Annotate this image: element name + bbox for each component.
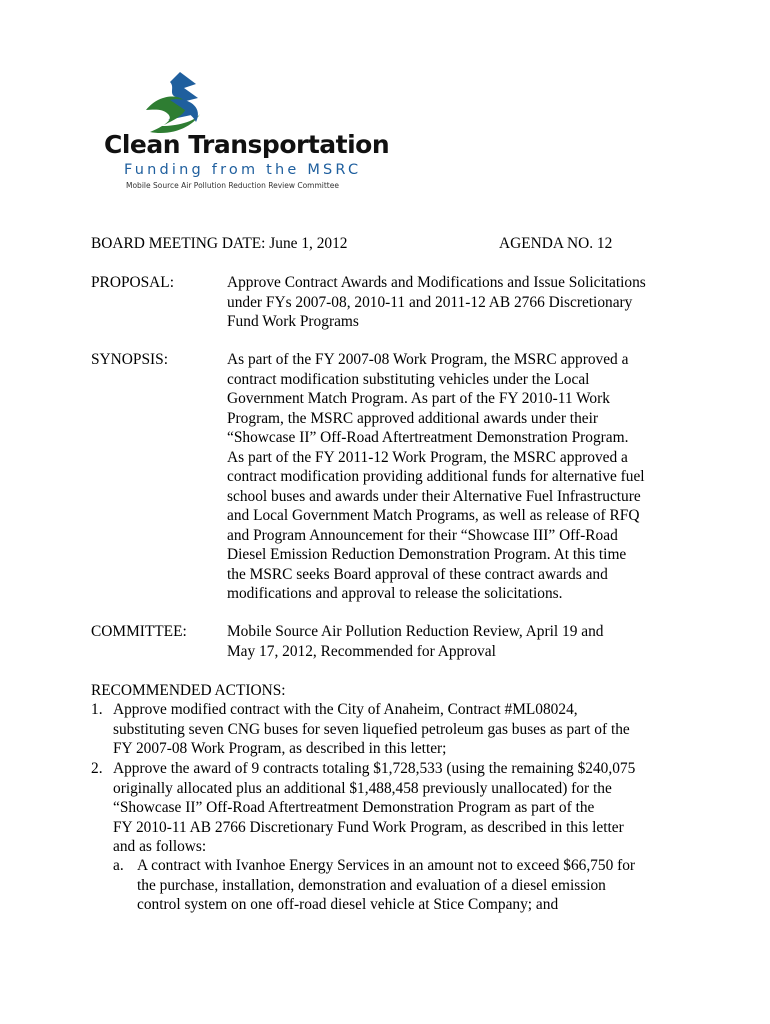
proposal-text <box>227 273 646 332</box>
synopsis-line: As part of the FY 2007-08 Work Program, the MSRC approved a <box>227 351 629 368</box>
synopsis-line: the MSRC seeks Board approval of these contract awards and <box>227 565 608 583</box>
action-line: the purchase, installation, demonstration and evaluation of a diesel emission <box>137 876 606 894</box>
list-number: 1. <box>91 701 103 718</box>
meeting-date: BOARD MEETING DATE: June 1, 2012 <box>91 235 348 252</box>
committee-line: May 17, 2012, Recommended for Approval <box>227 642 496 660</box>
list-number: 2. <box>91 760 103 777</box>
action-line: A contract with Ivanhoe Energy Services in an amount not to exceed $66,750 for <box>137 857 636 874</box>
synopsis-line: As part of the FY 2011-12 Work Program, the MSRC approved a <box>227 448 628 466</box>
action-line: substituting seven CNG buses for seven liquefied petroleum gas buses as part of the <box>113 720 630 738</box>
proposal-line: under FYs 2007-08, 2010-11 and 2011-12 AB 2766 Discretionary <box>227 293 633 311</box>
proposal-label: PROPOSAL: <box>91 274 174 291</box>
action-line: Approve modified contract with the City of Anaheim, Contract #ML08024, <box>113 701 578 718</box>
action-line: originally allocated plus an additional $1,488,458 previously unallocated) for the <box>113 779 612 797</box>
action-line: “Showcase II” Off-Road Aftertreatment Demonstration Program as part of the <box>113 799 595 816</box>
committee-text <box>227 622 603 661</box>
synopsis-line: and Program Announcement for their “Showcase III” Off-Road <box>227 526 618 544</box>
synopsis-line: modifications and approval to release the solicitations. <box>227 585 563 602</box>
synopsis-line: contract modification substituting vehicles under the Local <box>227 370 590 388</box>
synopsis-text <box>227 350 645 604</box>
proposal-line: Fund Work Programs <box>227 313 359 330</box>
synopsis-line: “Showcase II” Off-Road Aftertreatment Demonstration Program. <box>227 429 629 446</box>
synopsis-line: Government Match Program. As part of the FY 2010-11 Work <box>227 390 610 407</box>
proposal-line: Approve Contract Awards and Modifications and Issue Solicitations <box>227 274 646 291</box>
agenda-number: AGENDA NO. 12 <box>499 235 613 252</box>
action-item-2a <box>137 856 635 915</box>
action-line: FY 2007-08 Work Program, as described in this letter; <box>113 740 447 757</box>
action-line: control system on one off-road diesel vehicle at Stice Company; and <box>137 896 559 913</box>
action-item-1 <box>113 700 630 759</box>
committee-line: Mobile Source Air Pollution Reduction Review, April 19 and <box>227 623 604 640</box>
synopsis-line: school buses and awards under their Alternative Fuel Infrastructure <box>227 487 641 505</box>
committee-label: COMMITTEE: <box>91 623 187 640</box>
action-item-2 <box>113 759 635 857</box>
synopsis-line: contract modification providing additional funds for alternative fuel <box>227 468 645 485</box>
logo-title: Clean Transportation <box>104 130 390 159</box>
action-line: and as follows: <box>113 838 207 855</box>
action-line: FY 2010-11 AB 2766 Discretionary Fund Work Program, as described in this letter <box>113 818 624 836</box>
logo-subtitle: Funding from the MSRC <box>124 162 362 178</box>
synopsis-label: SYNOPSIS: <box>91 351 168 368</box>
msrc-logo <box>104 70 394 192</box>
sub-list-letter: a. <box>113 857 124 874</box>
synopsis-line: Program, the MSRC approved additional awards under their <box>227 409 599 427</box>
logo-tagline: Mobile Source Air Pollution Reduction Review Committee <box>126 181 339 190</box>
action-line: Approve the award of 9 contracts totaling $1,728,533 (using the remaining $240,075 <box>113 760 636 777</box>
synopsis-line: and Local Government Match Programs, as well as release of RFQ <box>227 507 640 524</box>
recommended-actions-heading: RECOMMENDED ACTIONS: <box>91 682 286 699</box>
synopsis-line: Diesel Emission Reduction Demonstration Program. At this time <box>227 546 627 563</box>
